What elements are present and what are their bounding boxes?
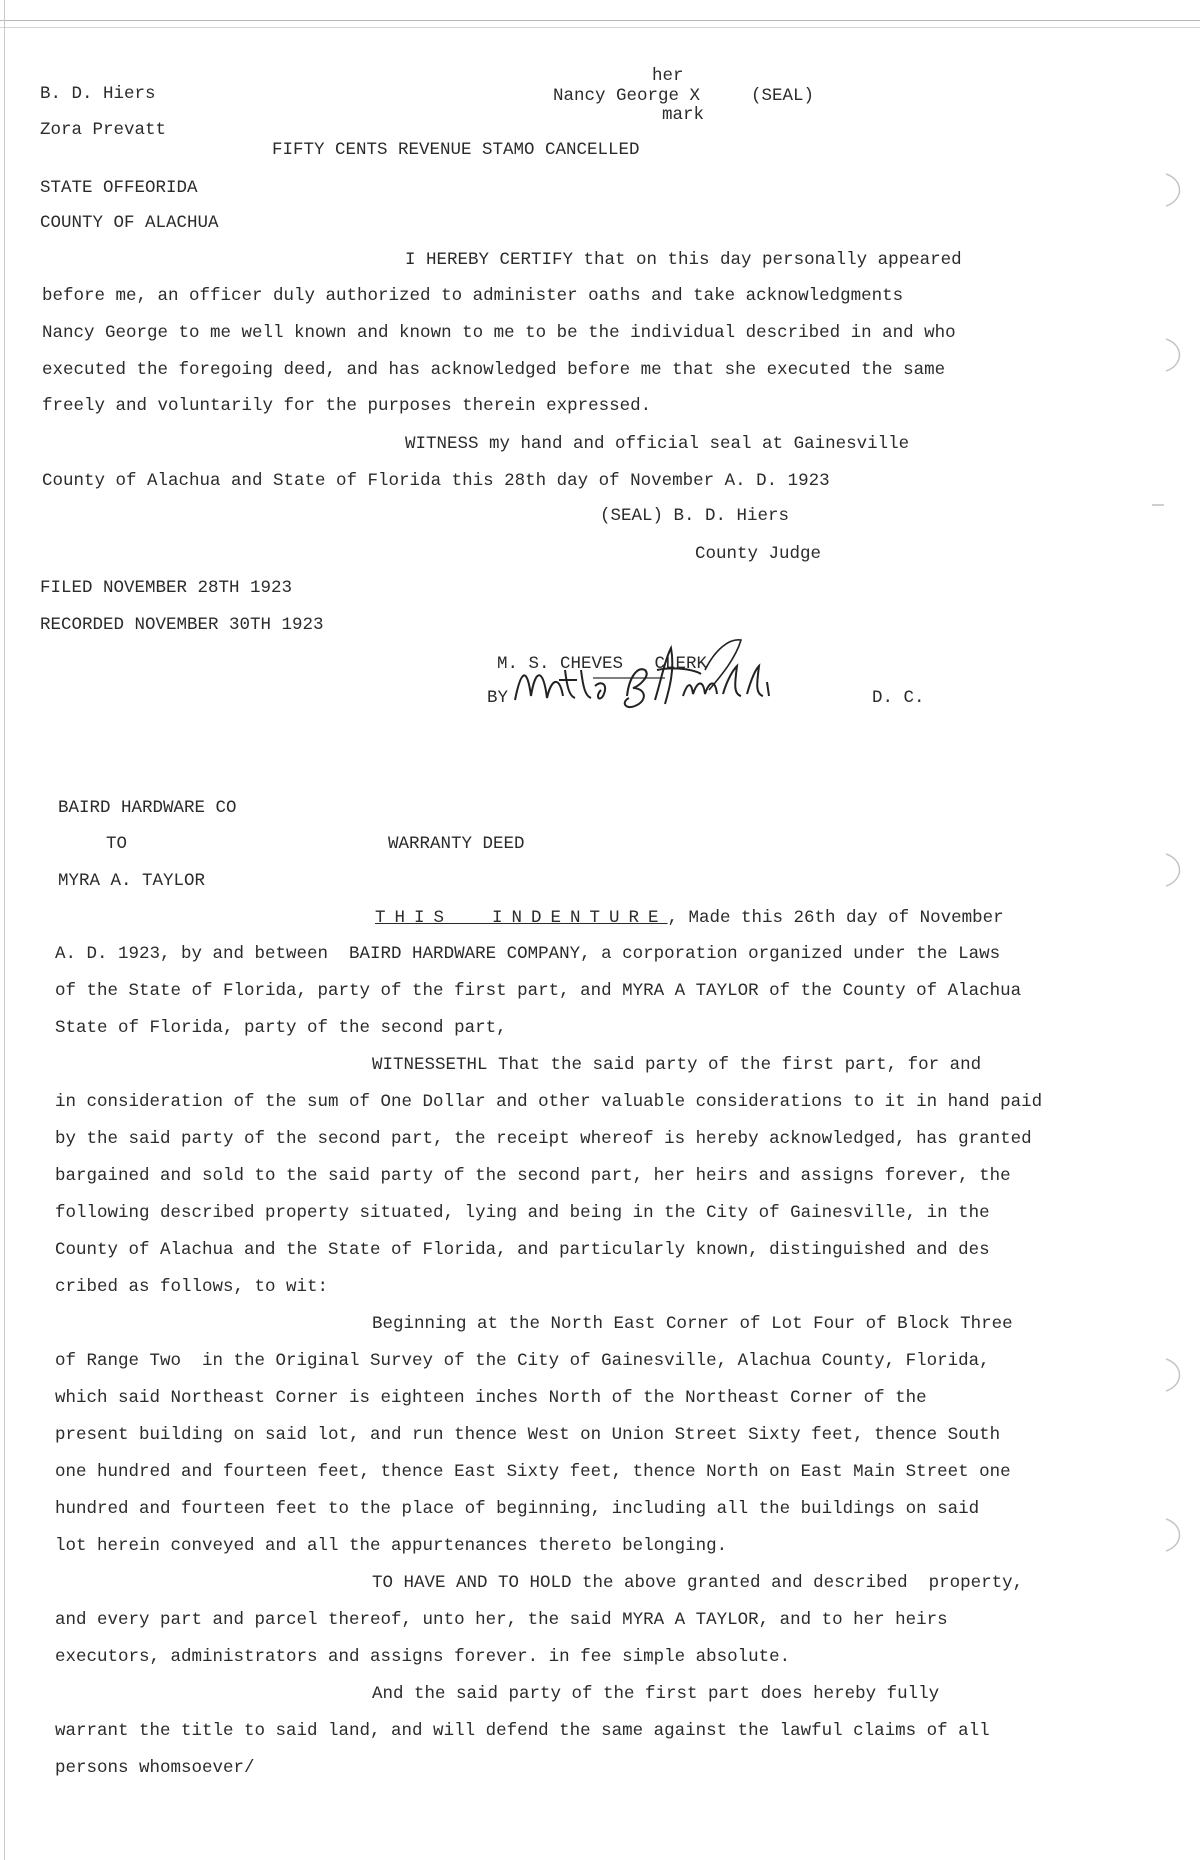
deed-line: WITNESSETHL That the said party of the first part, for and bbox=[372, 1055, 982, 1075]
punch-hole-mark bbox=[1160, 335, 1190, 375]
seal-label: (SEAL) bbox=[751, 86, 815, 106]
ack-line: County of Alachua and State of Florida this 28th day of November A. D. 1923 bbox=[42, 471, 830, 491]
her-label: her bbox=[652, 66, 684, 86]
punch-hole-mark bbox=[1160, 1355, 1190, 1395]
deed-line: of Range Two in the Original Survey of the City of Gainesville, Alachua County, Florida, bbox=[55, 1351, 990, 1371]
deed-line: TO HAVE AND TO HOLD the above granted and described property, bbox=[372, 1573, 1024, 1593]
deed-line: one hundred and fourteen feet, thence East Sixty feet, thence North on East Main Street one bbox=[55, 1462, 1011, 1482]
punch-hole-mark bbox=[1160, 850, 1190, 890]
deed-line: in consideration of the sum of One Dollar and other valuable considerations to it in hand paid bbox=[55, 1092, 1043, 1112]
deed-line: bargained and sold to the said party of the second part, her heirs and assigns forever, the bbox=[55, 1166, 1011, 1186]
indenture-date: , Made this 26th day of November bbox=[667, 908, 1004, 928]
ack-line: I HEREBY CERTIFY that on this day personally appeared bbox=[405, 250, 962, 270]
left-page-edge bbox=[4, 0, 5, 1860]
punch-hole-mark bbox=[1160, 1515, 1190, 1555]
deed-line: County of Alachua and the State of Florida, and particularly known, distinguished and des bbox=[55, 1240, 990, 1260]
state-heading: STATE OFFEORIDA bbox=[40, 178, 198, 198]
deed-line: warrant the title to said land, and will defend the same against the lawful claims of all bbox=[55, 1721, 990, 1741]
deed-line: And the said party of the first part does hereby fully bbox=[372, 1684, 940, 1704]
clerk-name: M. S. CHEVES CLERK bbox=[497, 654, 708, 674]
indenture-line bbox=[375, 910, 1004, 928]
mark-label: mark bbox=[662, 105, 705, 125]
grantor-name: Nancy George X bbox=[553, 86, 701, 106]
deed-to: TO bbox=[106, 834, 128, 854]
ack-line: WITNESS my hand and official seal at Gainesville bbox=[405, 434, 910, 454]
deed-line: of the State of Florida, party of the first part, and MYRA A TAYLOR of the County of Alachua bbox=[55, 981, 1022, 1001]
ack-line: executed the foregoing deed, and has acknowledged before me that she executed the same bbox=[42, 360, 946, 380]
deed-type: WARRANTY DEED bbox=[388, 834, 525, 854]
deed-line: cribed as follows, to wit: bbox=[55, 1277, 329, 1297]
deed-line: hundred and fourteen feet to the place of beginning, including all the buildings on said bbox=[55, 1499, 980, 1519]
deed-line: lot herein conveyed and all the appurtenances thereto belonging. bbox=[55, 1536, 728, 1556]
by-label: BY bbox=[487, 688, 509, 708]
top-rule bbox=[0, 20, 1200, 21]
margin-tick-mark bbox=[1150, 500, 1170, 510]
deed-line: by the said party of the second part, the receipt whereof is hereby acknowledged, has granted bbox=[55, 1129, 1032, 1149]
top-rule-faint bbox=[0, 27, 1200, 28]
judge-signature-line: (SEAL) B. D. Hiers bbox=[600, 506, 790, 526]
indenture-heading: THIS INDENTURE bbox=[375, 908, 668, 928]
deed-grantor: BAIRD HARDWARE CO bbox=[58, 798, 237, 818]
recorded-date: RECORDED NOVEMBER 30TH 1923 bbox=[40, 615, 324, 635]
county-heading: COUNTY OF ALACHUA bbox=[40, 213, 219, 233]
deed-line: present building on said lot, and run thence West on Union Street Sixty feet, thence South bbox=[55, 1425, 1001, 1445]
deed-line: A. D. 1923, by and between BAIRD HARDWARE COMPANY, a corporation organized under the Laws bbox=[55, 944, 1001, 964]
witness-2: Zora Prevatt bbox=[40, 120, 167, 140]
deed-grantee: MYRA A. TAYLOR bbox=[58, 871, 206, 891]
deputy-clerk-signature bbox=[505, 630, 805, 720]
deputy-clerk-label: D. C. bbox=[872, 688, 925, 708]
punch-hole-mark bbox=[1160, 170, 1190, 210]
deed-line: following described property situated, lying and being in the City of Gainesville, in the bbox=[55, 1203, 990, 1223]
judge-title: County Judge bbox=[695, 544, 822, 564]
deed-line: and every part and parcel thereof, unto her, the said MYRA A TAYLOR, and to her heirs bbox=[55, 1610, 948, 1630]
deed-line: State of Florida, party of the second part, bbox=[55, 1018, 507, 1038]
ack-line: before me, an officer duly authorized to administer oaths and take acknowledgments bbox=[42, 286, 904, 306]
ack-line: freely and voluntarily for the purposes therein expressed. bbox=[42, 396, 652, 416]
deed-line: persons whomsoever/ bbox=[55, 1758, 255, 1778]
deed-line: Beginning at the North East Corner of Lot Four of Block Three bbox=[372, 1314, 1013, 1334]
deed-line: which said Northeast Corner is eighteen inches North of the Northeast Corner of the bbox=[55, 1388, 927, 1408]
filed-date: FILED NOVEMBER 28TH 1923 bbox=[40, 578, 293, 598]
witness-1: B. D. Hiers bbox=[40, 84, 156, 104]
revenue-stamp-note: FIFTY CENTS REVENUE STAMO CANCELLED bbox=[272, 140, 640, 160]
ack-line: Nancy George to me well known and known to me to be the individual described in and who bbox=[42, 323, 956, 343]
deed-line: executors, administrators and assigns forever. in fee simple absolute. bbox=[55, 1647, 791, 1667]
